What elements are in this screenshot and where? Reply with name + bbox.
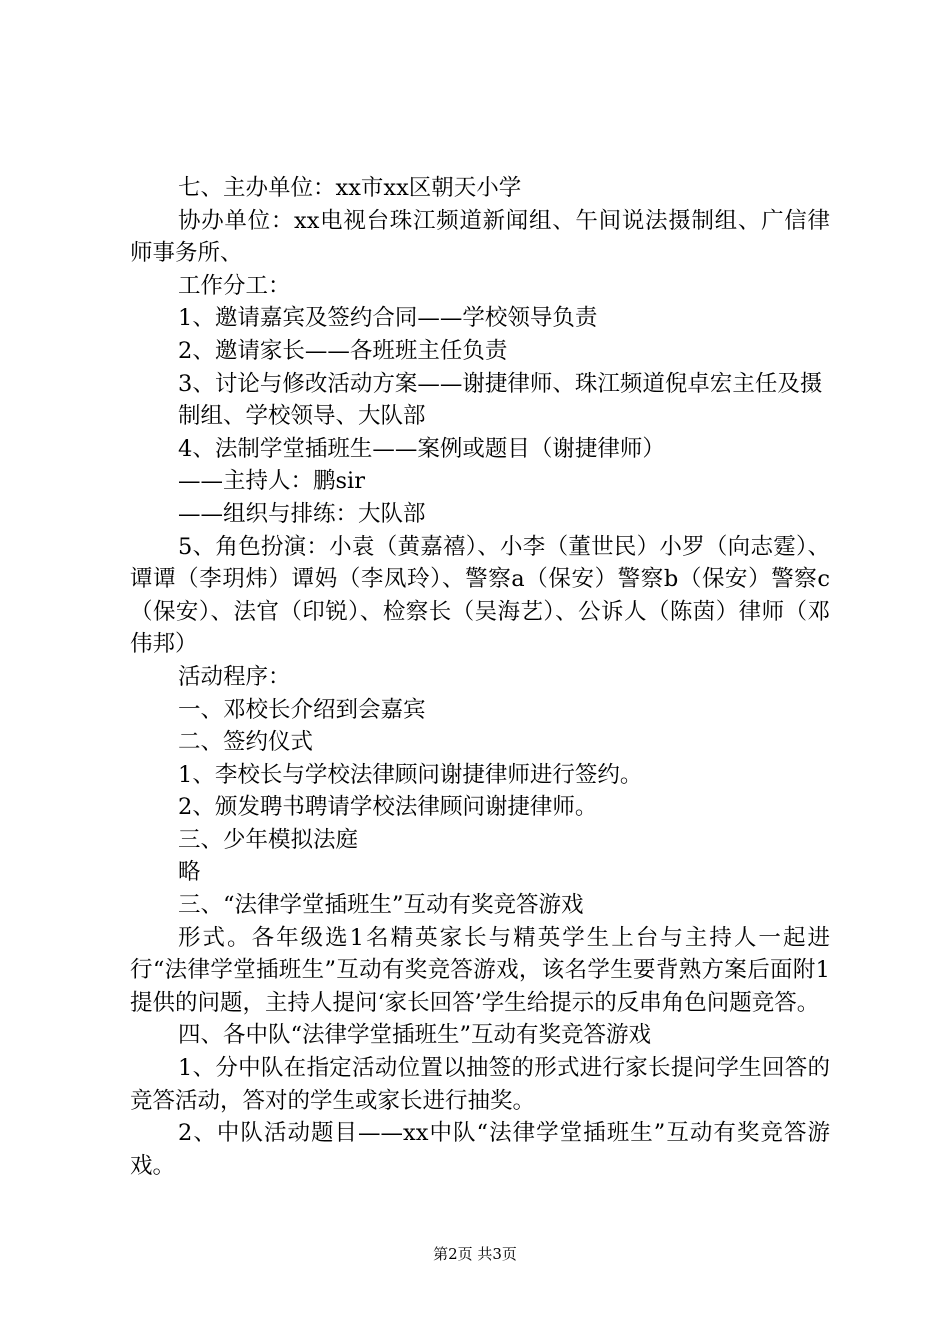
paragraph-division-heading: 工作分工： [178,272,291,299]
paragraph-program-heading: 活动程序： [178,663,291,690]
paragraph-program-quiz: 三、“法律学堂插班生”互动有奖竞答游戏 [178,892,584,919]
document-body [130,172,830,1182]
paragraph-program-1: 一、邓校长介绍到会嘉宾 [178,696,426,723]
paragraph-program-2-item-2: 2、颁发聘书聘请学校法律顾问谢捷律师。 [178,794,598,821]
paragraph-organizer: 七、主办单位：xx市xx区朝天小学 [178,175,522,201]
paragraph-task-3: 3、讨论与修改活动方案——谢捷律师、珠江频道倪卓宏主任及摄 [178,370,823,397]
paragraph-program-2: 二、签约仪式 [178,729,314,756]
paragraph-task-4-rehearsal: ——组织与排练：大队部 [178,500,426,527]
paragraph-quiz-format: 形式。各年级选1名精英家长与精英学生上台与主持人一起进行“法律学堂插班生”互动有奖竞答游戏，该名学生要背熟方案后面附1提供的问题，主持人提问‘家长回答’学生给提示的反串角色问题竞答。 [130,924,830,1016]
paragraph-task-1: 1、邀请嘉宾及签约合同——学校领导负责 [178,305,598,332]
paragraph-co-organizer: 协办单位：xx电视台珠江频道新闻组、午间说法摄制组、广信律师事务所、 [130,207,830,267]
page-footer: 第2页 共3页 [433,1245,517,1263]
paragraph-program-3-omitted: 略 [178,859,201,886]
paragraph-program-2-item-1: 1、李校长与学校法律顾问谢捷律师进行签约。 [178,761,643,788]
paragraph-task-3-continued: 制组、学校领导、大队部 [178,403,426,430]
paragraph-program-4-item-1: 1、分中队在指定活动位置以抽签的形式进行家长提问学生回答的竞答活动，答对的学生或家长进行抽奖。 [130,1055,830,1114]
paragraph-task-2: 2、邀请家长——各班班主任负责 [178,337,508,364]
paragraph-task-5-roles: 5、角色扮演：小袁（黄嘉禧）、小李（董世民）小罗（向志霆）、谭谭（李玥炜）谭妈（李凤玲）、警察a（保安）警察b（保安）警察c（保安）、法官（印锐）、检察长（吴海艺）、公诉人（陈茵）律师（邓伟邦） [130,533,830,658]
paragraph-program-4: 四、各中队“法律学堂插班生”互动有奖竞答游戏 [178,1022,652,1049]
paragraph-program-4-item-2: 2、中队活动题目——xx中队“法律学堂插班生”互动有奖竞答游戏。 [130,1120,830,1179]
paragraph-program-3: 三、少年模拟法庭 [178,826,359,853]
paragraph-task-4: 4、法制学堂插班生——案例或题目（谢捷律师） [178,435,665,462]
paragraph-task-4-host: ——主持人：鹏sir [178,468,365,495]
